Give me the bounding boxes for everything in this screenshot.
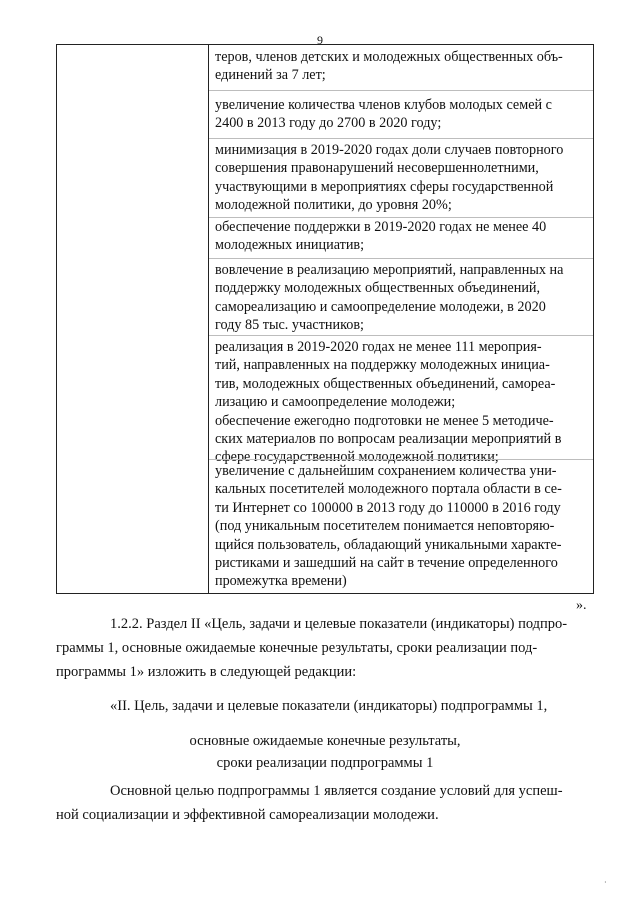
- table-left-column: [57, 45, 209, 593]
- table-row-text: реализация в 2019-2020 годах не менее 111 мероприя- тий, направленных на поддержку молодежных инициа- тив, молодежных общественных объединений, самореа- лизацию и самоопределение молодежи; обеспечение ежегодно подготовки не менее 5 методиче- ских материалов по вопросам реализации мероприятий в сфере государственной молодежной политики;: [215, 339, 562, 466]
- section-heading-line-1: «II. Цель, задачи и целевые показатели (индикаторы) подпрограммы 1,: [110, 698, 548, 714]
- closing-quote: ».: [576, 598, 587, 613]
- table-row-text: увеличение количества членов клубов молодых семей с 2400 в 2013 году до 2700 в 2020 году;: [215, 97, 552, 132]
- row-separator: [209, 459, 593, 460]
- section-heading-line-3: сроки реализации подпрограммы 1: [216, 755, 434, 771]
- table-row-text: обеспечение поддержки в 2019-2020 годах не менее 40 молодежных инициатив;: [215, 219, 547, 254]
- table-row-text: теров, членов детских и молодежных общественных объ- единений за 7 лет;: [215, 49, 563, 84]
- goal-paragraph: Основной целью подпрограммы 1 является создание условий для успеш- ной социализации и эффективной самореализации молодежи.: [56, 783, 563, 823]
- table-row-text: вовлечение в реализацию мероприятий, направленных на поддержку молодежных общественных объединений, самореализацию и самоопределение молодежи, в 2020 году 85 тыс. участников;: [215, 262, 564, 334]
- indicator-table: [56, 44, 594, 594]
- section-heading-line-2: основные ожидаемые конечные результаты,: [189, 733, 461, 749]
- section-amendment-paragraph: 1.2.2. Раздел II «Цель, задачи и целевые показатели (индикаторы) подпро- граммы 1, основные ожидаемые конечные результаты, сроки реализации под- программы 1» изложить в следующей редакции:: [56, 616, 568, 680]
- row-separator: [209, 335, 593, 336]
- row-separator: [209, 258, 593, 259]
- table-row-text: минимизация в 2019-2020 годах доли случаев повторного совершения правонарушений несовершеннолетними, участвующими в мероприятиях сферы государственной молодежной политики, до уровня 20%;: [215, 142, 564, 214]
- page-number: 9: [317, 33, 323, 47]
- table-right-column: [209, 45, 593, 593]
- row-separator: [209, 90, 593, 91]
- table-row-text: увеличение с дальнейшим сохранением количества уни- кальных посетителей молодежного портала области в се- ти Интернет со 100000 в 2013 году до 110000 в 2016 году (под уникальным посетителем понимается неповторяю- щийся пользователь, обладающий уникальными характе- ристиками и зашедший на сайт в течение определенного промежутка времени): [215, 463, 562, 590]
- row-separator: [209, 138, 593, 139]
- scan-mark: ·: [604, 878, 607, 887]
